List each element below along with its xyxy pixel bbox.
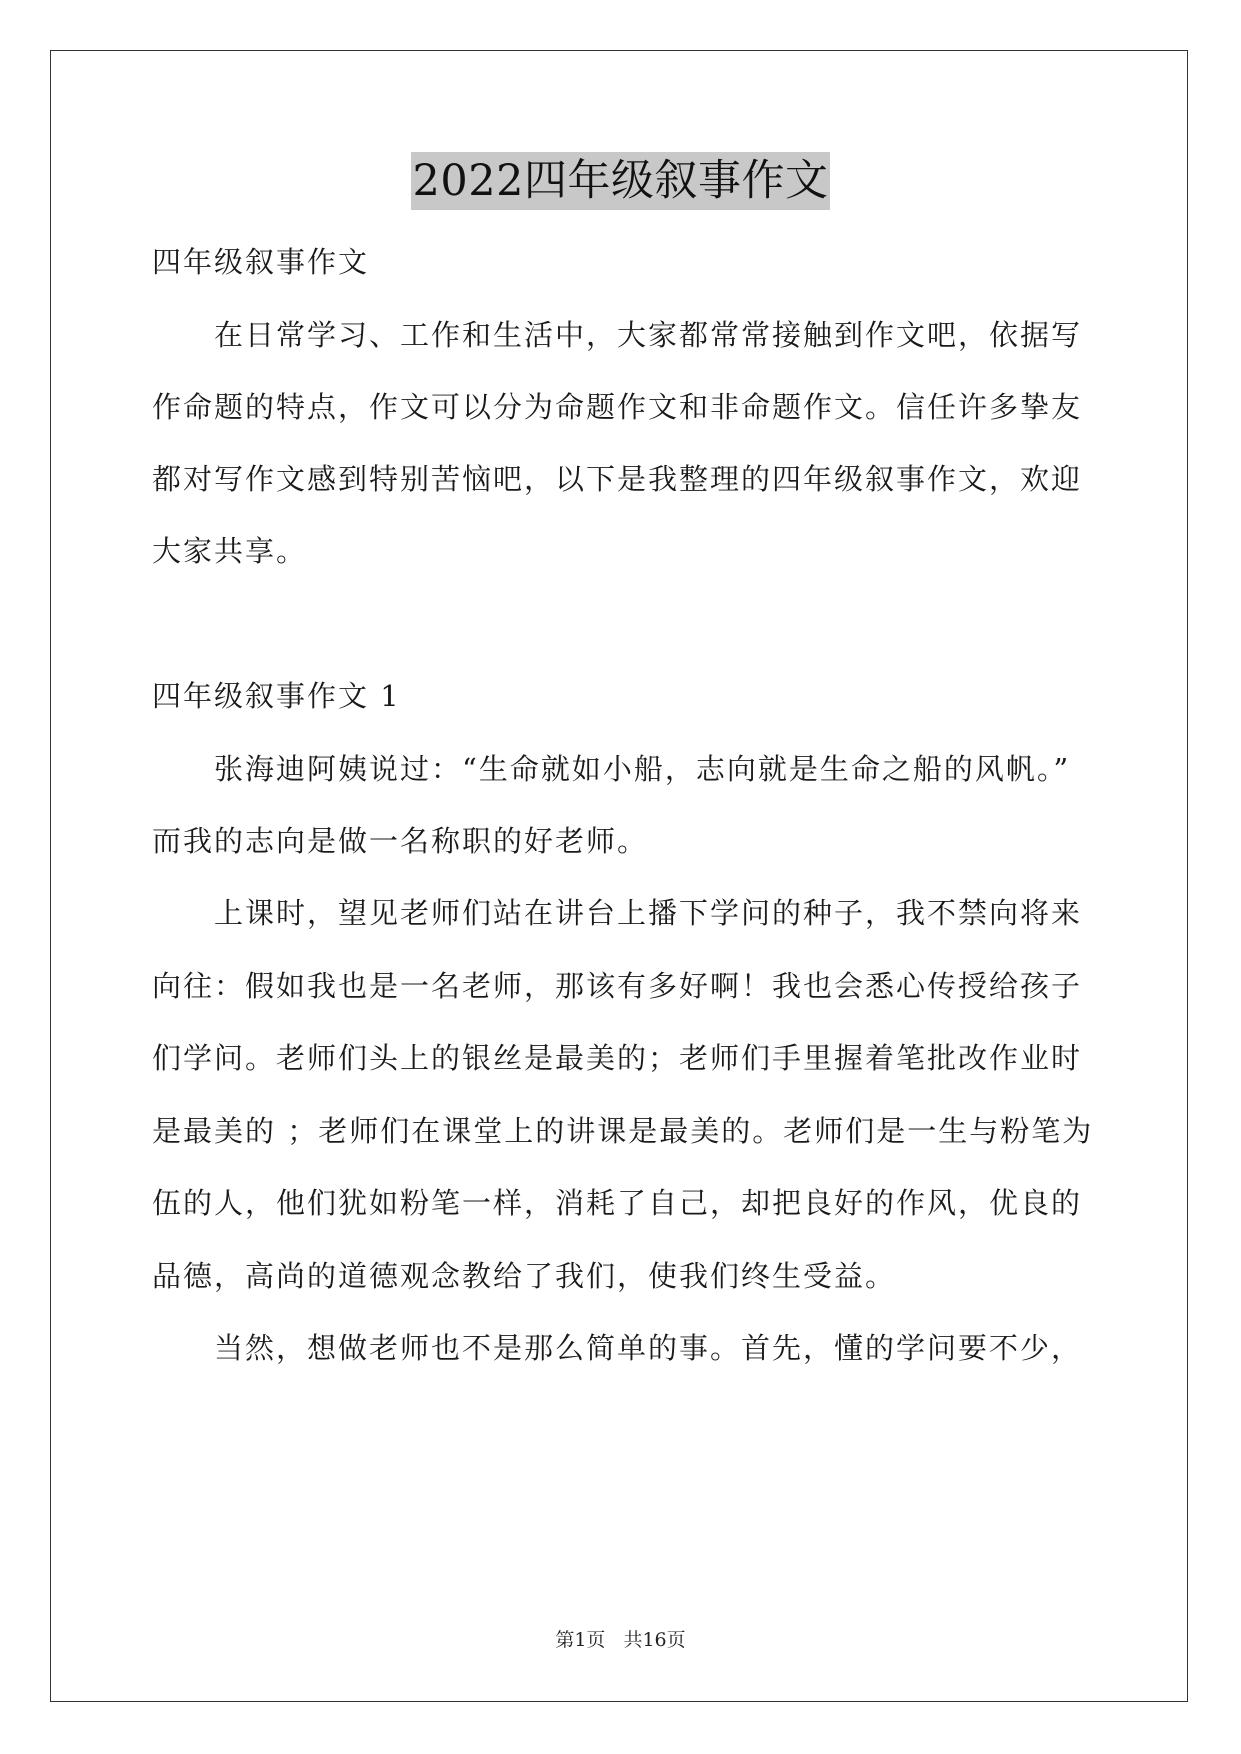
- body-line: 在日常学习、工作和生活中，大家都常常接触到作文吧，依据写: [214, 318, 1083, 352]
- page-border: [50, 50, 1188, 1702]
- body-line: 们学问。老师们头上的银丝是最美的；老师们手里握着笔批改作业时: [152, 1041, 1083, 1075]
- body-line: 当然，想做老师也不是那么简单的事。首先，懂的学问要不少，: [214, 1331, 1083, 1365]
- body-line: 都对写作文感到特别苦恼吧，以下是我整理的四年级叙事作文，欢迎: [152, 462, 1083, 496]
- body-line: 上课时，望见老师们站在讲台上播下学问的种子，我不禁向将来: [214, 896, 1083, 930]
- title-container: [0, 152, 1241, 210]
- body-line: 大家共享。: [152, 534, 308, 568]
- body-line: 伍的人，他们犹如粉笔一样，消耗了自己，却把良好的作风，优良的: [152, 1186, 1083, 1220]
- body-line: 而我的志向是做一名称职的好老师。: [152, 824, 649, 858]
- subtitle-line: 四年级叙事作文: [152, 245, 370, 279]
- document-title: 2022四年级叙事作文: [411, 152, 831, 210]
- body-line: 作命题的特点，作文可以分为命题作文和非命题作文。信任许多挚友: [152, 390, 1083, 424]
- page-footer: [0, 1625, 1241, 1652]
- body-line: 品德，高尚的道德观念教给了我们，使我们终生受益。: [152, 1259, 897, 1293]
- page-number: 第1页: [555, 1629, 606, 1651]
- section-heading: 四年级叙事作文 1: [152, 679, 401, 713]
- body-line: 是最美的 ；老师们在课堂上的讲课是最美的。老师们是一生与粉笔为: [152, 1114, 1094, 1148]
- page-total: 共16页: [623, 1629, 686, 1651]
- body-line: 向往：假如我也是一名老师，那该有多好啊！我也会悉心传授给孩子: [152, 969, 1083, 1003]
- body-line: 张海迪阿姨说过：“生命就如小船，志向就是生命之船的风帆。”: [214, 752, 1071, 786]
